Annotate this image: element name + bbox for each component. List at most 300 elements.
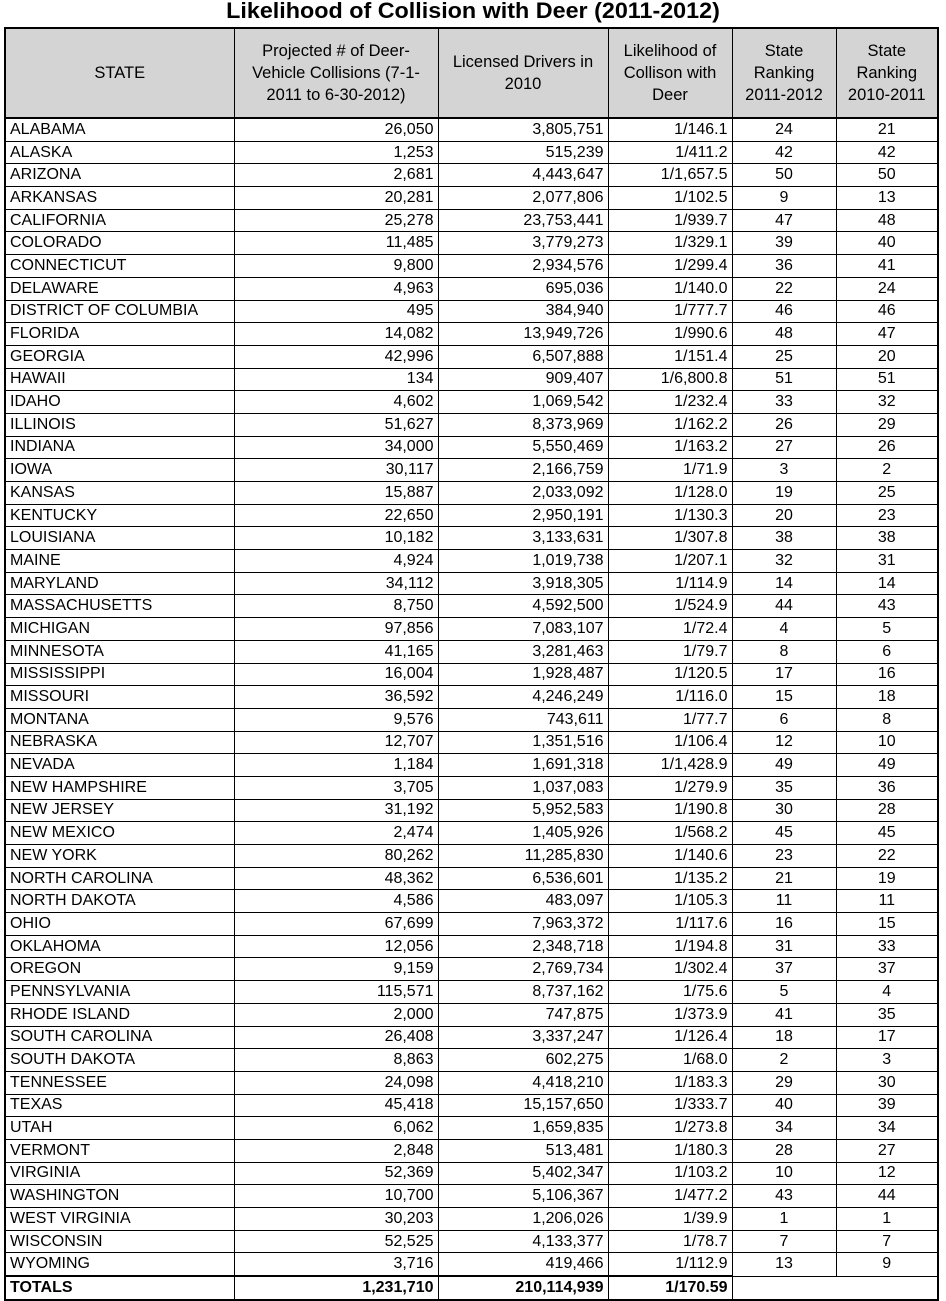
cell-state: TEXAS xyxy=(5,1094,234,1117)
cell-likelihood: 1/140.6 xyxy=(608,845,732,868)
cell-projected-collisions: 34,112 xyxy=(234,572,438,595)
cell-state: ARIZONA xyxy=(5,164,234,187)
cell-licensed-drivers: 4,418,210 xyxy=(438,1071,608,1094)
table-row xyxy=(5,663,938,686)
cell-ranking-2010-2011: 38 xyxy=(836,527,938,550)
table-row xyxy=(5,618,938,641)
cell-ranking-2010-2011: 17 xyxy=(836,1026,938,1049)
cell-ranking-2011-2012: 17 xyxy=(732,663,836,686)
table-row xyxy=(5,1026,938,1049)
cell-projected-collisions: 30,203 xyxy=(234,1208,438,1231)
cell-state: OREGON xyxy=(5,958,234,981)
cell-likelihood: 1/1,657.5 xyxy=(608,164,732,187)
cell-ranking-2011-2012: 9 xyxy=(732,187,836,210)
cell-state: MONTANA xyxy=(5,708,234,731)
table-header xyxy=(5,28,938,118)
cell-ranking-2011-2012: 4 xyxy=(732,618,836,641)
cell-projected-collisions: 4,586 xyxy=(234,890,438,913)
cell-state: MICHIGAN xyxy=(5,618,234,641)
cell-projected-collisions: 3,716 xyxy=(234,1253,438,1276)
cell-likelihood: 1/524.9 xyxy=(608,595,732,618)
cell-licensed-drivers: 5,402,347 xyxy=(438,1162,608,1185)
cell-projected-collisions: 52,369 xyxy=(234,1162,438,1185)
cell-ranking-2010-2011: 8 xyxy=(836,708,938,731)
cell-likelihood: 1/71.9 xyxy=(608,459,732,482)
cell-ranking-2011-2012: 36 xyxy=(732,255,836,278)
cell-licensed-drivers: 2,033,092 xyxy=(438,482,608,505)
table-row xyxy=(5,527,938,550)
cell-projected-collisions: 24,098 xyxy=(234,1071,438,1094)
cell-licensed-drivers: 1,928,487 xyxy=(438,663,608,686)
cell-likelihood: 1/6,800.8 xyxy=(608,368,732,391)
table-row xyxy=(5,255,938,278)
cell-ranking-2010-2011: 42 xyxy=(836,141,938,164)
table-row xyxy=(5,345,938,368)
table-row xyxy=(5,981,938,1004)
cell-ranking-2011-2012: 43 xyxy=(732,1185,836,1208)
cell-projected-collisions: 495 xyxy=(234,300,438,323)
cell-ranking-2010-2011: 18 xyxy=(836,686,938,709)
header-ranking-2011-2012: State Ranking 2011-2012 xyxy=(732,28,836,118)
cell-ranking-2011-2012: 16 xyxy=(732,913,836,936)
table-row xyxy=(5,867,938,890)
cell-state: NORTH DAKOTA xyxy=(5,890,234,913)
cell-ranking-2011-2012: 2 xyxy=(732,1049,836,1072)
table-row xyxy=(5,935,938,958)
cell-likelihood: 1/77.7 xyxy=(608,708,732,731)
cell-licensed-drivers: 909,407 xyxy=(438,368,608,391)
cell-ranking-2011-2012: 50 xyxy=(732,164,836,187)
cell-likelihood: 1/105.3 xyxy=(608,890,732,913)
cell-likelihood: 1/273.8 xyxy=(608,1117,732,1140)
cell-likelihood: 1/79.7 xyxy=(608,640,732,663)
table-row xyxy=(5,436,938,459)
cell-licensed-drivers: 384,940 xyxy=(438,300,608,323)
cell-projected-collisions: 36,592 xyxy=(234,686,438,709)
cell-ranking-2011-2012: 42 xyxy=(732,141,836,164)
cell-projected-collisions: 11,485 xyxy=(234,232,438,255)
cell-ranking-2011-2012: 23 xyxy=(732,845,836,868)
cell-licensed-drivers: 23,753,441 xyxy=(438,209,608,232)
cell-ranking-2010-2011: 32 xyxy=(836,391,938,414)
cell-state: OHIO xyxy=(5,913,234,936)
cell-ranking-2011-2012: 30 xyxy=(732,799,836,822)
cell-projected-collisions: 2,474 xyxy=(234,822,438,845)
cell-likelihood: 1/279.9 xyxy=(608,776,732,799)
cell-likelihood: 1/333.7 xyxy=(608,1094,732,1117)
cell-licensed-drivers: 483,097 xyxy=(438,890,608,913)
cell-ranking-2011-2012: 19 xyxy=(732,482,836,505)
cell-projected-collisions: 4,963 xyxy=(234,277,438,300)
cell-state: LOUISIANA xyxy=(5,527,234,550)
cell-ranking-2010-2011: 2 xyxy=(836,459,938,482)
table-row xyxy=(5,118,938,141)
cell-ranking-2010-2011: 40 xyxy=(836,232,938,255)
cell-projected-collisions: 134 xyxy=(234,368,438,391)
cell-ranking-2010-2011: 14 xyxy=(836,572,938,595)
table-footer xyxy=(5,1276,938,1300)
cell-ranking-2011-2012: 21 xyxy=(732,867,836,890)
table-row xyxy=(5,413,938,436)
table-row xyxy=(5,890,938,913)
totals-empty-cell xyxy=(732,1276,836,1300)
table-row xyxy=(5,845,938,868)
cell-likelihood: 1/120.5 xyxy=(608,663,732,686)
cell-state: MISSOURI xyxy=(5,686,234,709)
cell-licensed-drivers: 7,083,107 xyxy=(438,618,608,641)
cell-state: WEST VIRGINIA xyxy=(5,1208,234,1231)
page-title: Likelihood of Collision with Deer (2011-2012) xyxy=(226,0,720,23)
cell-ranking-2011-2012: 18 xyxy=(732,1026,836,1049)
table-row xyxy=(5,391,938,414)
cell-ranking-2010-2011: 31 xyxy=(836,550,938,573)
cell-projected-collisions: 15,887 xyxy=(234,482,438,505)
cell-ranking-2010-2011: 16 xyxy=(836,663,938,686)
cell-licensed-drivers: 2,950,191 xyxy=(438,504,608,527)
cell-state: VIRGINIA xyxy=(5,1162,234,1185)
cell-licensed-drivers: 2,077,806 xyxy=(438,187,608,210)
totals-drivers: 210,114,939 xyxy=(438,1276,608,1300)
cell-ranking-2011-2012: 8 xyxy=(732,640,836,663)
cell-ranking-2010-2011: 36 xyxy=(836,776,938,799)
cell-ranking-2010-2011: 7 xyxy=(836,1230,938,1253)
table-row xyxy=(5,1253,938,1276)
table-row xyxy=(5,323,938,346)
cell-state: NORTH CAROLINA xyxy=(5,867,234,890)
cell-ranking-2011-2012: 40 xyxy=(732,1094,836,1117)
cell-licensed-drivers: 6,507,888 xyxy=(438,345,608,368)
cell-state: SOUTH CAROLINA xyxy=(5,1026,234,1049)
cell-licensed-drivers: 2,769,734 xyxy=(438,958,608,981)
cell-state: SOUTH DAKOTA xyxy=(5,1049,234,1072)
cell-likelihood: 1/411.2 xyxy=(608,141,732,164)
cell-state: WASHINGTON xyxy=(5,1185,234,1208)
cell-state: MISSISSIPPI xyxy=(5,663,234,686)
cell-ranking-2011-2012: 15 xyxy=(732,686,836,709)
cell-likelihood: 1/163.2 xyxy=(608,436,732,459)
cell-projected-collisions: 9,800 xyxy=(234,255,438,278)
cell-likelihood: 1/68.0 xyxy=(608,1049,732,1072)
cell-ranking-2010-2011: 21 xyxy=(836,118,938,141)
cell-ranking-2011-2012: 25 xyxy=(732,345,836,368)
table-row xyxy=(5,187,938,210)
cell-likelihood: 1/130.3 xyxy=(608,504,732,527)
cell-projected-collisions: 80,262 xyxy=(234,845,438,868)
cell-projected-collisions: 26,050 xyxy=(234,118,438,141)
cell-licensed-drivers: 4,443,647 xyxy=(438,164,608,187)
cell-projected-collisions: 9,159 xyxy=(234,958,438,981)
cell-ranking-2010-2011: 4 xyxy=(836,981,938,1004)
cell-projected-collisions: 4,602 xyxy=(234,391,438,414)
table-row xyxy=(5,595,938,618)
cell-state: NEW JERSEY xyxy=(5,799,234,822)
cell-likelihood: 1/329.1 xyxy=(608,232,732,255)
table-row xyxy=(5,209,938,232)
table-row xyxy=(5,300,938,323)
cell-licensed-drivers: 2,166,759 xyxy=(438,459,608,482)
cell-ranking-2011-2012: 24 xyxy=(732,118,836,141)
cell-ranking-2011-2012: 48 xyxy=(732,323,836,346)
cell-likelihood: 1/194.8 xyxy=(608,935,732,958)
cell-licensed-drivers: 3,337,247 xyxy=(438,1026,608,1049)
cell-likelihood: 1/990.6 xyxy=(608,323,732,346)
cell-likelihood: 1/75.6 xyxy=(608,981,732,1004)
cell-state: WISCONSIN xyxy=(5,1230,234,1253)
cell-projected-collisions: 2,681 xyxy=(234,164,438,187)
cell-state: WYOMING xyxy=(5,1253,234,1276)
cell-licensed-drivers: 3,133,631 xyxy=(438,527,608,550)
cell-ranking-2011-2012: 37 xyxy=(732,958,836,981)
table-row xyxy=(5,1208,938,1231)
cell-ranking-2010-2011: 41 xyxy=(836,255,938,278)
cell-licensed-drivers: 3,779,273 xyxy=(438,232,608,255)
cell-licensed-drivers: 5,952,583 xyxy=(438,799,608,822)
cell-likelihood: 1/39.9 xyxy=(608,1208,732,1231)
cell-likelihood: 1/78.7 xyxy=(608,1230,732,1253)
cell-state: NEBRASKA xyxy=(5,731,234,754)
cell-ranking-2011-2012: 32 xyxy=(732,550,836,573)
cell-projected-collisions: 26,408 xyxy=(234,1026,438,1049)
table-row xyxy=(5,640,938,663)
cell-licensed-drivers: 3,281,463 xyxy=(438,640,608,663)
cell-ranking-2011-2012: 10 xyxy=(732,1162,836,1185)
cell-ranking-2011-2012: 29 xyxy=(732,1071,836,1094)
header-licensed-drivers: Licensed Drivers in 2010 xyxy=(438,28,608,118)
cell-licensed-drivers: 419,466 xyxy=(438,1253,608,1276)
cell-likelihood: 1/106.4 xyxy=(608,731,732,754)
cell-projected-collisions: 48,362 xyxy=(234,867,438,890)
cell-ranking-2011-2012: 45 xyxy=(732,822,836,845)
cell-likelihood: 1/777.7 xyxy=(608,300,732,323)
cell-state: IOWA xyxy=(5,459,234,482)
cell-licensed-drivers: 7,963,372 xyxy=(438,913,608,936)
cell-ranking-2010-2011: 48 xyxy=(836,209,938,232)
cell-licensed-drivers: 4,246,249 xyxy=(438,686,608,709)
cell-state: HAWAII xyxy=(5,368,234,391)
cell-ranking-2010-2011: 50 xyxy=(836,164,938,187)
cell-projected-collisions: 34,000 xyxy=(234,436,438,459)
cell-ranking-2010-2011: 12 xyxy=(836,1162,938,1185)
cell-projected-collisions: 30,117 xyxy=(234,459,438,482)
cell-likelihood: 1/307.8 xyxy=(608,527,732,550)
cell-projected-collisions: 42,996 xyxy=(234,345,438,368)
cell-ranking-2011-2012: 11 xyxy=(732,890,836,913)
cell-licensed-drivers: 4,592,500 xyxy=(438,595,608,618)
cell-projected-collisions: 14,082 xyxy=(234,323,438,346)
cell-likelihood: 1/568.2 xyxy=(608,822,732,845)
cell-projected-collisions: 12,707 xyxy=(234,731,438,754)
cell-likelihood: 1/135.2 xyxy=(608,867,732,890)
cell-likelihood: 1/162.2 xyxy=(608,413,732,436)
cell-licensed-drivers: 5,550,469 xyxy=(438,436,608,459)
table-row xyxy=(5,958,938,981)
cell-ranking-2010-2011: 10 xyxy=(836,731,938,754)
deer-collision-table xyxy=(4,27,939,1301)
cell-projected-collisions: 97,856 xyxy=(234,618,438,641)
table-row xyxy=(5,1049,938,1072)
table-row xyxy=(5,1094,938,1117)
cell-likelihood: 1/116.0 xyxy=(608,686,732,709)
table-row xyxy=(5,232,938,255)
cell-likelihood: 1/299.4 xyxy=(608,255,732,278)
cell-licensed-drivers: 8,373,969 xyxy=(438,413,608,436)
cell-state: NEVADA xyxy=(5,754,234,777)
totals-row xyxy=(5,1276,938,1300)
table-row xyxy=(5,141,938,164)
cell-ranking-2010-2011: 45 xyxy=(836,822,938,845)
cell-likelihood: 1/117.6 xyxy=(608,913,732,936)
cell-state: DELAWARE xyxy=(5,277,234,300)
cell-ranking-2011-2012: 44 xyxy=(732,595,836,618)
cell-likelihood: 1/103.2 xyxy=(608,1162,732,1185)
cell-ranking-2011-2012: 31 xyxy=(732,935,836,958)
cell-licensed-drivers: 13,949,726 xyxy=(438,323,608,346)
cell-licensed-drivers: 3,805,751 xyxy=(438,118,608,141)
cell-ranking-2011-2012: 35 xyxy=(732,776,836,799)
cell-projected-collisions: 2,000 xyxy=(234,1003,438,1026)
table-row xyxy=(5,1071,938,1094)
cell-ranking-2010-2011: 43 xyxy=(836,595,938,618)
table-row xyxy=(5,1162,938,1185)
cell-projected-collisions: 2,848 xyxy=(234,1139,438,1162)
cell-ranking-2011-2012: 12 xyxy=(732,731,836,754)
cell-ranking-2010-2011: 15 xyxy=(836,913,938,936)
cell-state: CALIFORNIA xyxy=(5,209,234,232)
cell-projected-collisions: 1,184 xyxy=(234,754,438,777)
cell-ranking-2011-2012: 34 xyxy=(732,1117,836,1140)
table-row xyxy=(5,550,938,573)
cell-licensed-drivers: 11,285,830 xyxy=(438,845,608,868)
cell-projected-collisions: 9,576 xyxy=(234,708,438,731)
table-row xyxy=(5,754,938,777)
cell-ranking-2010-2011: 25 xyxy=(836,482,938,505)
cell-ranking-2010-2011: 3 xyxy=(836,1049,938,1072)
cell-likelihood: 1/207.1 xyxy=(608,550,732,573)
cell-projected-collisions: 8,750 xyxy=(234,595,438,618)
cell-ranking-2010-2011: 23 xyxy=(836,504,938,527)
cell-licensed-drivers: 4,133,377 xyxy=(438,1230,608,1253)
cell-ranking-2011-2012: 47 xyxy=(732,209,836,232)
cell-licensed-drivers: 747,875 xyxy=(438,1003,608,1026)
table-row xyxy=(5,822,938,845)
cell-state: UTAH xyxy=(5,1117,234,1140)
cell-state: MINNESOTA xyxy=(5,640,234,663)
cell-ranking-2011-2012: 22 xyxy=(732,277,836,300)
table-body xyxy=(5,118,938,1276)
cell-ranking-2011-2012: 51 xyxy=(732,368,836,391)
cell-projected-collisions: 20,281 xyxy=(234,187,438,210)
cell-projected-collisions: 41,165 xyxy=(234,640,438,663)
cell-ranking-2011-2012: 26 xyxy=(732,413,836,436)
cell-ranking-2011-2012: 27 xyxy=(732,436,836,459)
table-row xyxy=(5,1230,938,1253)
cell-ranking-2010-2011: 46 xyxy=(836,300,938,323)
cell-state: MASSACHUSETTS xyxy=(5,595,234,618)
cell-likelihood: 1/302.4 xyxy=(608,958,732,981)
cell-likelihood: 1/128.0 xyxy=(608,482,732,505)
table-row xyxy=(5,913,938,936)
cell-state: NEW HAMPSHIRE xyxy=(5,776,234,799)
cell-licensed-drivers: 1,659,835 xyxy=(438,1117,608,1140)
cell-ranking-2011-2012: 38 xyxy=(732,527,836,550)
cell-ranking-2011-2012: 14 xyxy=(732,572,836,595)
cell-licensed-drivers: 1,019,738 xyxy=(438,550,608,573)
cell-likelihood: 1/126.4 xyxy=(608,1026,732,1049)
cell-likelihood: 1/151.4 xyxy=(608,345,732,368)
cell-ranking-2011-2012: 6 xyxy=(732,708,836,731)
cell-ranking-2010-2011: 13 xyxy=(836,187,938,210)
cell-likelihood: 1/146.1 xyxy=(608,118,732,141)
cell-likelihood: 1/72.4 xyxy=(608,618,732,641)
cell-ranking-2010-2011: 49 xyxy=(836,754,938,777)
cell-state: FLORIDA xyxy=(5,323,234,346)
cell-ranking-2010-2011: 39 xyxy=(836,1094,938,1117)
cell-ranking-2010-2011: 35 xyxy=(836,1003,938,1026)
totals-likelihood: 1/170.59 xyxy=(608,1276,732,1300)
cell-ranking-2010-2011: 24 xyxy=(836,277,938,300)
cell-ranking-2010-2011: 27 xyxy=(836,1139,938,1162)
cell-ranking-2011-2012: 49 xyxy=(732,754,836,777)
cell-licensed-drivers: 1,069,542 xyxy=(438,391,608,414)
cell-projected-collisions: 1,253 xyxy=(234,141,438,164)
cell-licensed-drivers: 2,348,718 xyxy=(438,935,608,958)
cell-likelihood: 1/114.9 xyxy=(608,572,732,595)
cell-projected-collisions: 3,705 xyxy=(234,776,438,799)
cell-state: NEW YORK xyxy=(5,845,234,868)
cell-projected-collisions: 45,418 xyxy=(234,1094,438,1117)
cell-licensed-drivers: 515,239 xyxy=(438,141,608,164)
table-row xyxy=(5,1185,938,1208)
cell-ranking-2010-2011: 44 xyxy=(836,1185,938,1208)
cell-ranking-2010-2011: 29 xyxy=(836,413,938,436)
totals-empty-cell xyxy=(836,1276,938,1300)
cell-state: ALASKA xyxy=(5,141,234,164)
cell-ranking-2010-2011: 30 xyxy=(836,1071,938,1094)
cell-likelihood: 1/373.9 xyxy=(608,1003,732,1026)
table-row xyxy=(5,1139,938,1162)
cell-ranking-2011-2012: 1 xyxy=(732,1208,836,1231)
cell-state: ALABAMA xyxy=(5,118,234,141)
cell-projected-collisions: 52,525 xyxy=(234,1230,438,1253)
cell-ranking-2011-2012: 33 xyxy=(732,391,836,414)
cell-state: ARKANSAS xyxy=(5,187,234,210)
table-row xyxy=(5,799,938,822)
header-likelihood: Likelihood of Collison with Deer xyxy=(608,28,732,118)
cell-ranking-2011-2012: 28 xyxy=(732,1139,836,1162)
cell-state: PENNSYLVANIA xyxy=(5,981,234,1004)
header-state: STATE xyxy=(5,28,234,118)
cell-state: COLORADO xyxy=(5,232,234,255)
table-row xyxy=(5,368,938,391)
table-row xyxy=(5,482,938,505)
cell-ranking-2010-2011: 9 xyxy=(836,1253,938,1276)
cell-state: MARYLAND xyxy=(5,572,234,595)
cell-projected-collisions: 10,182 xyxy=(234,527,438,550)
cell-state: ILLINOIS xyxy=(5,413,234,436)
cell-ranking-2010-2011: 6 xyxy=(836,640,938,663)
cell-ranking-2010-2011: 5 xyxy=(836,618,938,641)
cell-ranking-2010-2011: 33 xyxy=(836,935,938,958)
cell-state: VERMONT xyxy=(5,1139,234,1162)
cell-state: MAINE xyxy=(5,550,234,573)
cell-projected-collisions: 115,571 xyxy=(234,981,438,1004)
cell-projected-collisions: 16,004 xyxy=(234,663,438,686)
cell-likelihood: 1/180.3 xyxy=(608,1139,732,1162)
cell-licensed-drivers: 8,737,162 xyxy=(438,981,608,1004)
cell-ranking-2010-2011: 34 xyxy=(836,1117,938,1140)
cell-licensed-drivers: 6,536,601 xyxy=(438,867,608,890)
cell-likelihood: 1/190.8 xyxy=(608,799,732,822)
